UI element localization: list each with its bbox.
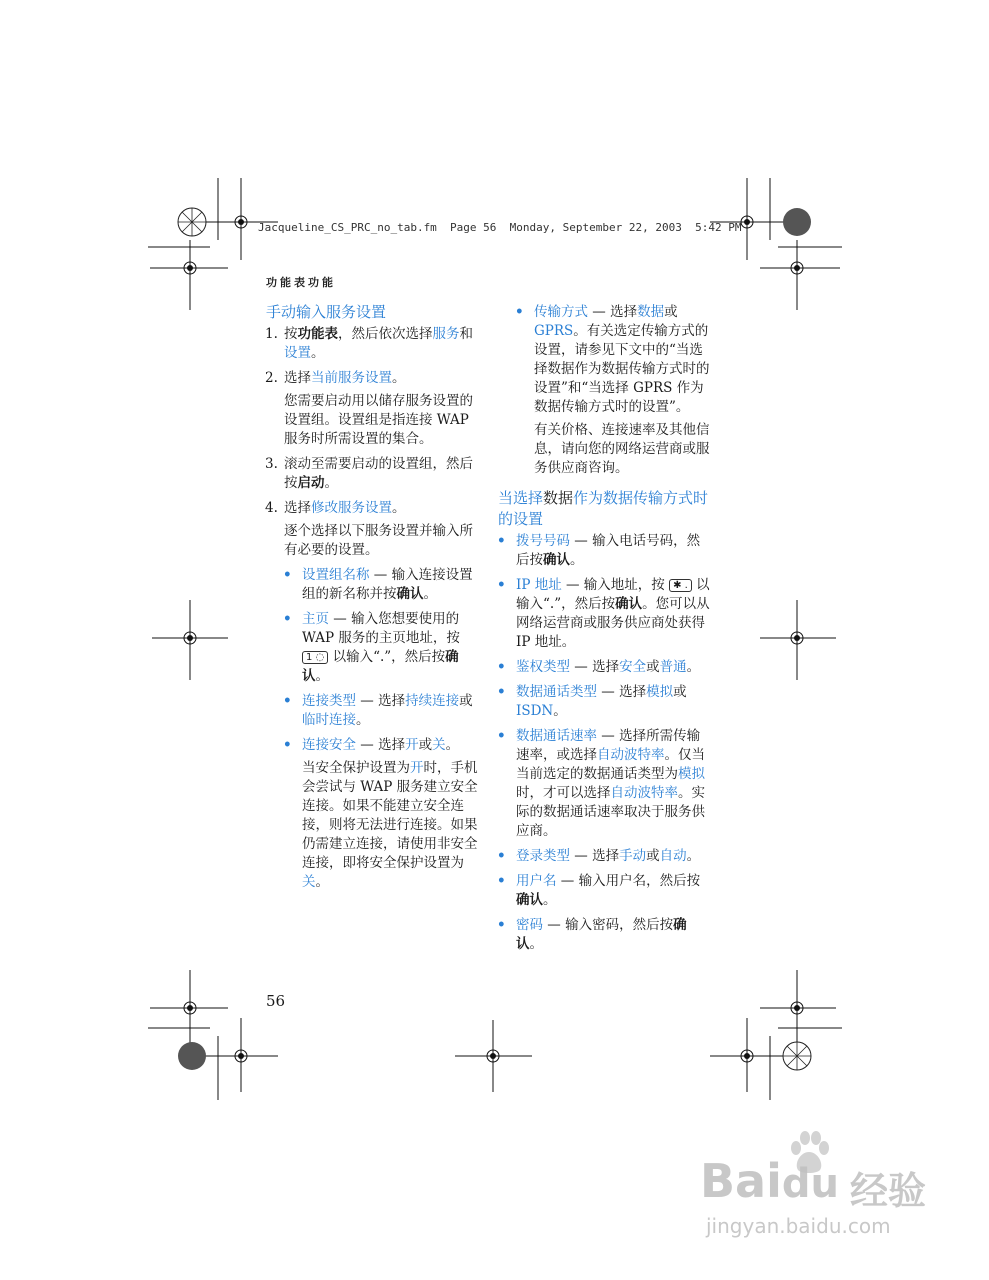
step-2-note: 您需要启动用以储存服务设置的设置组。设置组是指连接 WAP 服务时所需设置的集合。 — [284, 393, 473, 447]
list-item: • 数据通话速率 — 选择所需传输速率，或选择自动波特率。仅当当前选定的数据通话类型为模拟时，才可以选择自动波特率。实际的数据通话速率取决于服务供应商。 — [497, 728, 705, 839]
file-info-line: Jacqueline_CS_PRC_no_tab.fm Page 56 Monday, September 22, 2003 5:42 PM — [258, 221, 742, 234]
security-note: 当安全保护设置为开时，手机会尝试与 WAP 服务建立安全连接。如果不能建立安全连接，则将无法进行连接。如果仍需建立连接，请使用非安全连接，即将安全保护设置为关。 — [302, 760, 478, 890]
data-settings-list — [497, 532, 710, 954]
heading-data-settings: 当选择数据作为数据传输方式时的设置 — [498, 489, 709, 528]
list-item: • 用户名 — 输入用户名，然后按确认。 — [497, 873, 701, 908]
steps — [265, 325, 480, 892]
step-4: 4. 选择修改服务设置。 — [265, 500, 406, 516]
list-item: • 传输方式 — 选择数据或 GPRS。有关选定传输方式的设置，请参见下文中的“当选择数据作为数据传输方式时的设置”和“当选择 GPRS 作为数据传输方式时的设置”。 — [515, 304, 710, 415]
step-4-note: 逐个选择以下服务设置并输入所有必要的设置。 — [284, 523, 473, 558]
list-item: • 数据通话类型 — 选择模拟或 ISDN。 — [497, 684, 687, 719]
key-1-icon: 1 ◌ — [302, 651, 328, 664]
step-number: 4. — [265, 500, 278, 516]
step-number: 3. — [265, 456, 278, 472]
service-settings-list — [283, 566, 480, 892]
list-item: • 拨号号码 — 输入电话号码，然后按确认。 — [497, 533, 701, 568]
watermark-url: jingyan.baidu.com — [706, 1214, 891, 1238]
right-column — [498, 303, 710, 954]
list-item: • 连接安全 — 选择开或关。 — [283, 737, 460, 753]
list-item: • 密码 — 输入密码，然后按确认。 — [497, 917, 687, 952]
page-number: 56 — [266, 992, 286, 1010]
list-item: • 连接类型 — 选择持续连接或临时连接。 — [283, 693, 473, 728]
left-column — [266, 302, 480, 892]
step-number: 2. — [265, 370, 278, 386]
list-item: • IP 地址 — 输入地址，按 ✱ . 以输入“.”，然后按确认。您可以从网络运营商或服务供应商处获得 IP 地址。 — [497, 577, 710, 650]
list-item: • 设置组名称 — 输入连接设置组的新名称并按确认。 — [283, 567, 473, 602]
step-3: 3. 滚动至需要启动的设置组，然后按启动。 — [265, 456, 473, 491]
list-item: • 主页 — 输入您想要使用的 WAP 服务的主页地址，按 1 ◌ 以输入“.”，然后按确认。 — [283, 611, 460, 684]
watermark-brand: Baidu — [700, 1154, 839, 1208]
heading-manual-settings: 手动输入服务设置 — [266, 303, 387, 321]
list-item: • 鉴权类型 — 选择安全或普通。 — [497, 659, 701, 675]
step-2: 2. 选择当前服务设置。 — [265, 370, 406, 386]
watermark-cn: 经验 — [850, 1169, 927, 1213]
step-number: 1. — [265, 326, 278, 342]
transport-note: 有关价格、连接速率及其他信息，请向您的网络运营商或服务供应商咨询。 — [534, 422, 710, 476]
section-title: 功能表功能 — [266, 276, 336, 289]
step-1: 1. 按功能表，然后依次选择服务和设置。 — [265, 326, 473, 361]
key-star-icon: ✱ . — [669, 579, 692, 592]
transport-list — [515, 303, 710, 478]
baidu-watermark — [700, 1130, 960, 1250]
list-item: • 登录类型 — 选择手动或自动。 — [497, 848, 701, 864]
